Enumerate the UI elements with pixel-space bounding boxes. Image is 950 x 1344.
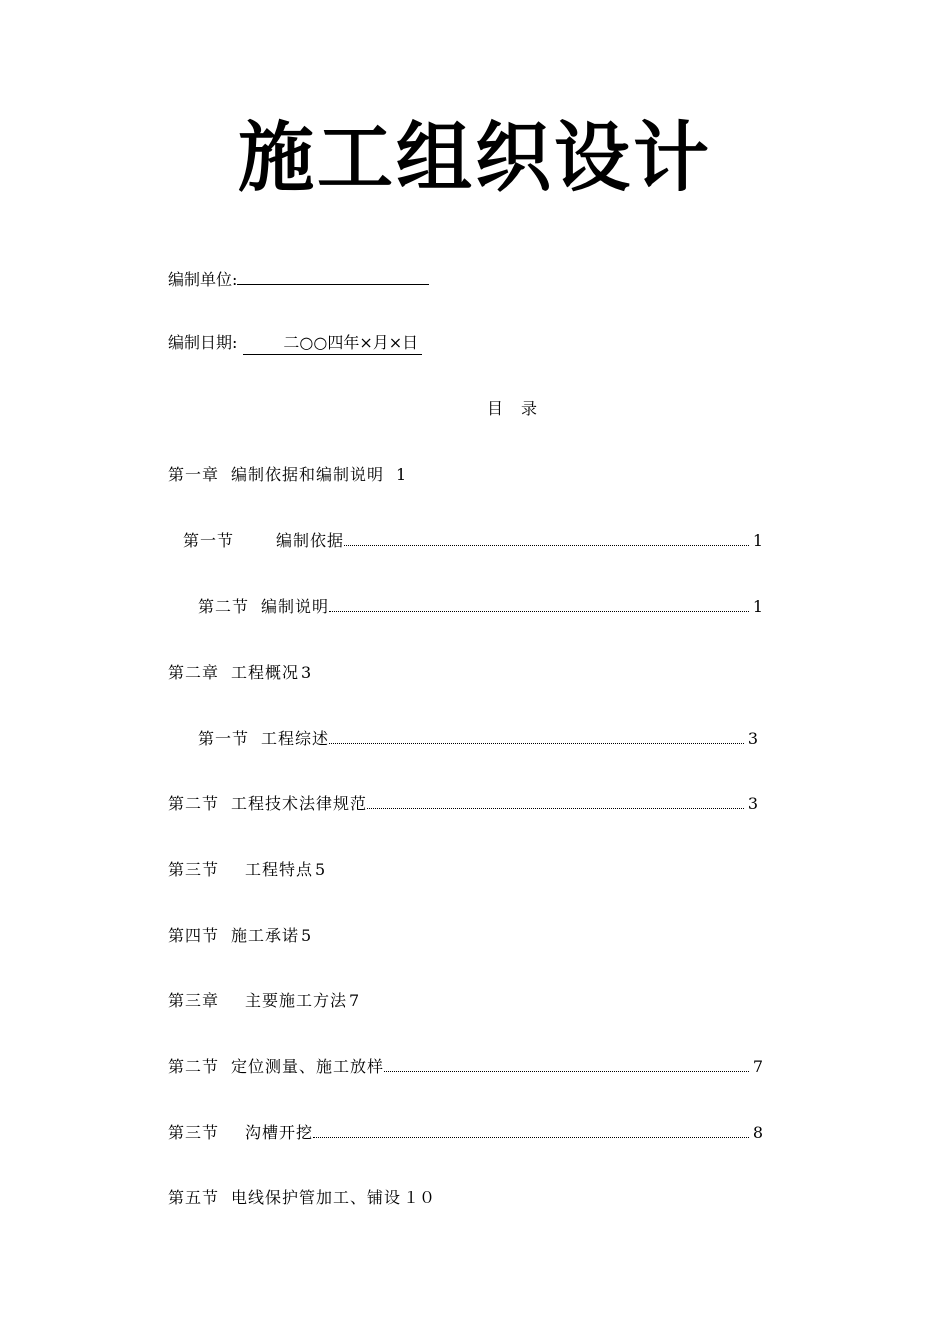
toc-entry <box>168 925 311 947</box>
toc-entry-title: 编制依据 <box>276 531 345 550</box>
toc-entry-page: 1 <box>752 531 763 550</box>
toc-entry <box>168 1056 763 1078</box>
toc-entry <box>198 728 758 750</box>
toc-entry-page: １０ <box>403 1188 436 1207</box>
toc-entry <box>168 464 406 486</box>
toc-entry-page: 7 <box>752 1057 763 1076</box>
toc-entry-number: 第三章 <box>168 991 220 1010</box>
toc-heading: 目录 <box>487 399 556 418</box>
toc-leader-dots <box>384 1070 749 1072</box>
toc-entry-number: 第三节 <box>168 1123 220 1142</box>
toc-entry <box>168 793 758 815</box>
toc-leader-dots <box>344 544 749 546</box>
toc-entry-page: 1 <box>396 465 407 484</box>
toc-entry-page: 3 <box>301 663 312 682</box>
toc-entry-number: 第二章 <box>168 663 220 682</box>
toc-entry-number: 第一节 <box>183 531 235 550</box>
toc-entry <box>168 1122 763 1144</box>
toc-entry-title: 工程特点 <box>245 860 314 879</box>
toc-entry <box>168 1187 435 1209</box>
toc-entry-page: 5 <box>315 860 326 879</box>
compile-unit-label: 编制单位: <box>168 270 238 289</box>
toc-entry <box>168 662 311 684</box>
toc-entry-title: 施工承诺 <box>231 926 300 945</box>
compile-date-label: 编制日期: <box>168 333 238 352</box>
toc-entry-page: 1 <box>752 597 763 616</box>
toc-entry-number: 第五节 <box>168 1188 220 1207</box>
toc-leader-dots <box>329 742 744 744</box>
compile-date-line <box>168 332 422 355</box>
toc-entry <box>198 596 763 618</box>
toc-entry-title: 定位测量、施工放样 <box>231 1057 385 1076</box>
toc-leader-dots <box>313 1136 749 1138</box>
toc-entry-title: 工程技术法律规范 <box>231 794 368 813</box>
toc-entry-title: 编制依据和编制说明 <box>231 465 385 484</box>
toc-entry-title: 电线保护管加工、铺设 <box>231 1188 402 1207</box>
toc-entry-title: 工程综述 <box>261 729 330 748</box>
toc-entry-title: 编制说明 <box>261 597 330 616</box>
toc-leader-dots <box>367 807 744 809</box>
toc-leader-dots <box>329 610 749 612</box>
toc-entry <box>168 990 359 1012</box>
toc-entry-number: 第一章 <box>168 465 220 484</box>
toc-entry-page: 3 <box>747 729 758 748</box>
toc-entry-page: 8 <box>752 1123 763 1142</box>
toc-entry-number: 第一节 <box>198 729 250 748</box>
document-title: 施工组织设计 <box>238 113 712 202</box>
toc-entry-number: 第四节 <box>168 926 220 945</box>
toc-entry-title: 沟槽开挖 <box>245 1123 314 1142</box>
toc-entry-page: 5 <box>301 926 312 945</box>
toc-entry-title: 主要施工方法 <box>245 991 348 1010</box>
toc-entry-number: 第二节 <box>168 794 220 813</box>
compile-unit-blank <box>237 267 429 285</box>
toc-entry-number: 第二节 <box>168 1057 220 1076</box>
compile-date-value: 二○○四年×月×日 <box>243 332 422 355</box>
toc-entry-title: 工程概况 <box>231 663 300 682</box>
toc-entry-number: 第三节 <box>168 860 220 879</box>
toc-entry-page: 3 <box>747 794 758 813</box>
toc-entry-page: 7 <box>349 991 360 1010</box>
toc-entry <box>183 530 763 552</box>
toc-entry <box>168 859 325 881</box>
toc-entry-number: 第二节 <box>198 597 250 616</box>
compile-unit-line <box>168 267 429 291</box>
